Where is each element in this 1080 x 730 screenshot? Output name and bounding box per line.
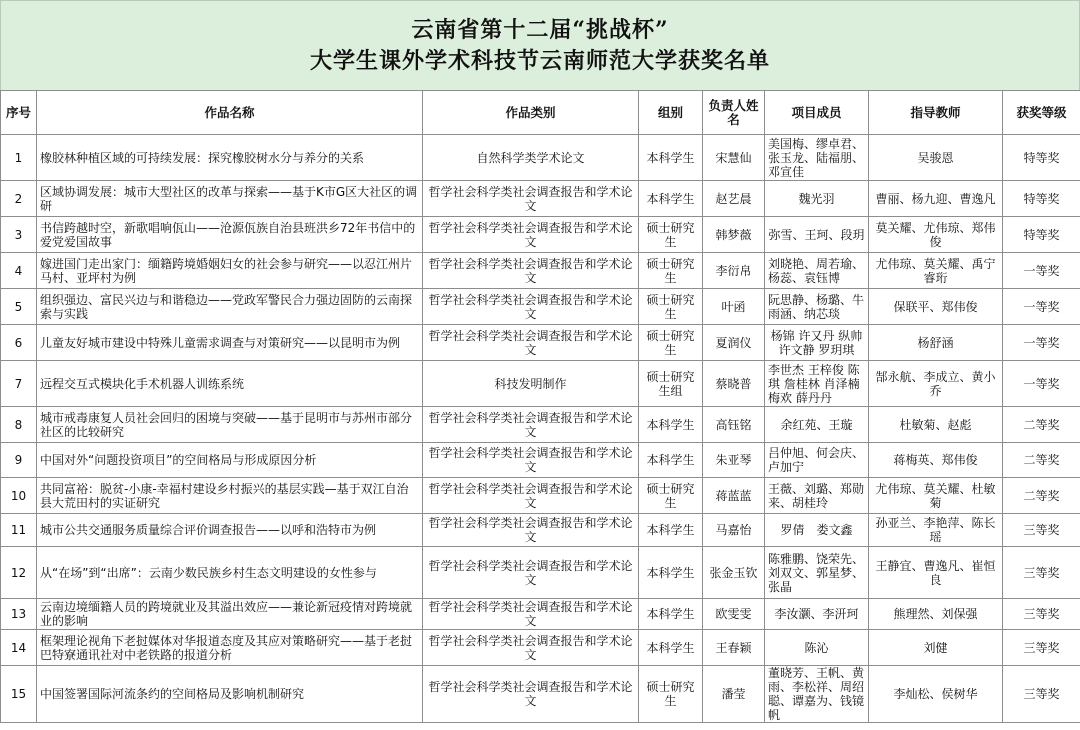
cell-award: 特等奖 [1003, 181, 1080, 217]
cell-award: 二等奖 [1003, 443, 1080, 478]
cell-leader: 高钰铭 [703, 407, 765, 443]
table-row [1, 253, 1080, 289]
cell-members: 杨锦 许又丹 纵帅 许文静 罗玥琪 [765, 325, 869, 361]
cell-group: 硕士研究生 [639, 217, 703, 253]
cell-advisor: 郜永航、李成立、黄小乔 [869, 361, 1003, 407]
cell-group: 硕士研究生 [639, 325, 703, 361]
cell-members: 李汝灏、李汧珂 [765, 599, 869, 630]
cell-work-name: 远程交互式模块化手术机器人训练系统 [37, 361, 423, 407]
header-no: 序号 [1, 91, 37, 135]
cell-leader: 叶函 [703, 289, 765, 325]
cell-advisor: 尤伟琼、莫关耀、杜敏菊 [869, 478, 1003, 514]
cell-no: 6 [1, 325, 37, 361]
table-row [1, 599, 1080, 630]
cell-work-name: 区域协调发展：城市大型社区的改革与探索——基于K市G区大社区的调研 [37, 181, 423, 217]
cell-work-name: 云南边境缅籍人员的跨境就业及其溢出效应——兼论新冠疫情对跨境就业的影响 [37, 599, 423, 630]
header-category: 作品类别 [423, 91, 639, 135]
cell-leader: 潘莹 [703, 666, 765, 723]
cell-advisor: 尤伟琼、莫关耀、禹宁睿珩 [869, 253, 1003, 289]
cell-advisor: 熊理然、刘保强 [869, 599, 1003, 630]
document-title-banner [0, 0, 1080, 91]
cell-members: 王薇、刘璐、郑勋来、胡桂玲 [765, 478, 869, 514]
cell-leader: 欧雯雯 [703, 599, 765, 630]
cell-no: 14 [1, 630, 37, 666]
cell-advisor: 杜敏菊、赵彪 [869, 407, 1003, 443]
cell-group: 本科学生 [639, 514, 703, 547]
cell-members: 魏光羽 [765, 181, 869, 217]
cell-advisor: 李灿松、侯树华 [869, 666, 1003, 723]
cell-award: 三等奖 [1003, 547, 1080, 599]
cell-group: 本科学生 [639, 407, 703, 443]
table-row [1, 361, 1080, 407]
cell-category: 哲学社会科学类社会调查报告和学术论文 [423, 630, 639, 666]
cell-group: 硕士研究生 [639, 666, 703, 723]
cell-members: 阮思静、杨璐、牛雨涵、纳芯琰 [765, 289, 869, 325]
cell-group: 本科学生 [639, 599, 703, 630]
cell-award: 三等奖 [1003, 599, 1080, 630]
cell-advisor: 曹丽、杨九迎、曹逸凡 [869, 181, 1003, 217]
cell-leader: 韩梦薇 [703, 217, 765, 253]
cell-category: 哲学社会科学类社会调查报告和学术论文 [423, 407, 639, 443]
cell-category: 哲学社会科学类社会调查报告和学术论文 [423, 217, 639, 253]
table-row [1, 325, 1080, 361]
cell-work-name: 嫁进国门走出家门：缅籍跨境婚姻妇女的社会参与研究——以忍江州片马村、亚坪村为例 [37, 253, 423, 289]
cell-no: 12 [1, 547, 37, 599]
cell-work-name: 城市公共交通服务质量综合评价调查报告——以呼和浩特市为例 [37, 514, 423, 547]
cell-advisor: 蒋梅英、郑伟俊 [869, 443, 1003, 478]
table-row [1, 666, 1080, 723]
cell-no: 15 [1, 666, 37, 723]
cell-members: 李世杰 王梓俊 陈琪 詹桂林 肖泽楠 梅欢 薛丹丹 [765, 361, 869, 407]
title-line-1: 云南省第十二届“挑战杯” [411, 16, 669, 43]
cell-award: 特等奖 [1003, 217, 1080, 253]
cell-leader: 蔡晓普 [703, 361, 765, 407]
cell-group: 硕士研究生 [639, 289, 703, 325]
cell-members: 罗倩 娄文鑫 [765, 514, 869, 547]
cell-advisor: 吴骏恩 [869, 135, 1003, 181]
awards-table [0, 90, 1080, 723]
cell-group: 硕士研究生组 [639, 361, 703, 407]
cell-no: 1 [1, 135, 37, 181]
cell-advisor: 王静宜、曹逸凡、崔恒良 [869, 547, 1003, 599]
cell-award: 二等奖 [1003, 407, 1080, 443]
table-row [1, 289, 1080, 325]
header-work-name: 作品名称 [37, 91, 423, 135]
cell-category: 哲学社会科学类社会调查报告和学术论文 [423, 599, 639, 630]
cell-no: 10 [1, 478, 37, 514]
cell-group: 本科学生 [639, 630, 703, 666]
cell-advisor: 刘健 [869, 630, 1003, 666]
cell-group: 硕士研究生 [639, 478, 703, 514]
cell-no: 11 [1, 514, 37, 547]
cell-work-name: 从“在场”到“出席”：云南少数民族乡村生态文明建设的女性参与 [37, 547, 423, 599]
cell-category: 哲学社会科学类社会调查报告和学术论文 [423, 181, 639, 217]
cell-award: 三等奖 [1003, 630, 1080, 666]
cell-members: 陈雅鹏、饶荣先、刘双文、郭星梦、张晶 [765, 547, 869, 599]
cell-no: 5 [1, 289, 37, 325]
cell-work-name: 城市戒毒康复人员社会回归的困境与突破——基于昆明市与苏州市部分社区的比较研究 [37, 407, 423, 443]
cell-members: 余红苑、王璇 [765, 407, 869, 443]
cell-leader: 王春颖 [703, 630, 765, 666]
cell-members: 美国梅、缪卓君、张玉龙、陆福朋、邓宣佳 [765, 135, 869, 181]
cell-category: 哲学社会科学类社会调查报告和学术论文 [423, 514, 639, 547]
table-row [1, 135, 1080, 181]
cell-leader: 马嘉怡 [703, 514, 765, 547]
cell-award: 二等奖 [1003, 478, 1080, 514]
cell-no: 9 [1, 443, 37, 478]
header-advisor: 指导教师 [869, 91, 1003, 135]
cell-leader: 朱亚琴 [703, 443, 765, 478]
cell-advisor: 孙亚兰、李艳萍、陈长瑶 [869, 514, 1003, 547]
cell-category: 哲学社会科学类社会调查报告和学术论文 [423, 289, 639, 325]
table-row [1, 181, 1080, 217]
cell-work-name: 儿童友好城市建设中特殊儿童需求调查与对策研究——以昆明市为例 [37, 325, 423, 361]
table-row [1, 547, 1080, 599]
cell-award: 一等奖 [1003, 361, 1080, 407]
header-group: 组别 [639, 91, 703, 135]
cell-no: 4 [1, 253, 37, 289]
cell-members: 吕仲旭、何会庆、卢加宁 [765, 443, 869, 478]
cell-group: 本科学生 [639, 547, 703, 599]
cell-members: 刘晓艳、周若瑜、杨蕊、袁钰博 [765, 253, 869, 289]
cell-no: 2 [1, 181, 37, 217]
table-row [1, 407, 1080, 443]
cell-work-name: 共同富裕：脱贫-小康-幸福村建设乡村振兴的基层实践—基于双江自治县大荒田村的实证研究 [37, 478, 423, 514]
header-members: 项目成员 [765, 91, 869, 135]
cell-leader: 赵艺晨 [703, 181, 765, 217]
cell-award: 三等奖 [1003, 514, 1080, 547]
cell-group: 本科学生 [639, 135, 703, 181]
table-row [1, 514, 1080, 547]
cell-category: 哲学社会科学类社会调查报告和学术论文 [423, 547, 639, 599]
cell-advisor: 杨舒涵 [869, 325, 1003, 361]
cell-leader: 蒋蓝蓝 [703, 478, 765, 514]
cell-members: 董晓芳、王帆、黄雨、李松祥、周绍聪、谭嘉为、钱镜帆 [765, 666, 869, 723]
cell-no: 13 [1, 599, 37, 630]
cell-award: 特等奖 [1003, 135, 1080, 181]
cell-category: 哲学社会科学类社会调查报告和学术论文 [423, 666, 639, 723]
header-leader: 负责人姓名 [703, 91, 765, 135]
table-row [1, 630, 1080, 666]
cell-no: 8 [1, 407, 37, 443]
cell-category: 哲学社会科学类社会调查报告和学术论文 [423, 325, 639, 361]
cell-members: 弥雪、王珂、段玥 [765, 217, 869, 253]
cell-advisor: 保联平、郑伟俊 [869, 289, 1003, 325]
cell-award: 一等奖 [1003, 325, 1080, 361]
cell-work-name: 框架理论视角下老挝媒体对华报道态度及其应对策略研究——基于老挝巴特寮通讯社对中老铁路的报道分析 [37, 630, 423, 666]
cell-group: 硕士研究生 [639, 253, 703, 289]
cell-award: 一等奖 [1003, 289, 1080, 325]
cell-award: 三等奖 [1003, 666, 1080, 723]
cell-advisor: 莫关耀、尤伟琼、郑伟俊 [869, 217, 1003, 253]
table-row [1, 478, 1080, 514]
cell-award: 一等奖 [1003, 253, 1080, 289]
cell-work-name: 书信跨越时空，新歌唱响佤山——沧源佤族自治县班洪乡72年书信中的爱党爱国故事 [37, 217, 423, 253]
cell-category: 哲学社会科学类社会调查报告和学术论文 [423, 478, 639, 514]
cell-work-name: 组织强边、富民兴边与和谐稳边——党政军警民合力强边固防的云南探索与实践 [37, 289, 423, 325]
title-line-2: 大学生课外学术科技节云南师范大学获奖名单 [309, 47, 770, 74]
cell-work-name: 橡胶林种植区域的可持续发展：探究橡胶树水分与养分的关系 [37, 135, 423, 181]
cell-leader: 夏润仪 [703, 325, 765, 361]
cell-leader: 张金玉钦 [703, 547, 765, 599]
cell-work-name: 中国对外“问题投资项目”的空间格局与形成原因分析 [37, 443, 423, 478]
cell-group: 本科学生 [639, 443, 703, 478]
cell-category: 哲学社会科学类社会调查报告和学术论文 [423, 443, 639, 478]
table-row [1, 443, 1080, 478]
cell-no: 3 [1, 217, 37, 253]
cell-group: 本科学生 [639, 181, 703, 217]
cell-work-name: 中国签署国际河流条约的空间格局及影响机制研究 [37, 666, 423, 723]
table-header-row [1, 91, 1080, 135]
cell-category: 科技发明制作 [423, 361, 639, 407]
cell-leader: 宋慧仙 [703, 135, 765, 181]
table-row [1, 217, 1080, 253]
cell-category: 哲学社会科学类社会调查报告和学术论文 [423, 253, 639, 289]
cell-category: 自然科学类学术论文 [423, 135, 639, 181]
cell-members: 陈沁 [765, 630, 869, 666]
header-award: 获奖等级 [1003, 91, 1080, 135]
cell-leader: 李衍帛 [703, 253, 765, 289]
cell-no: 7 [1, 361, 37, 407]
